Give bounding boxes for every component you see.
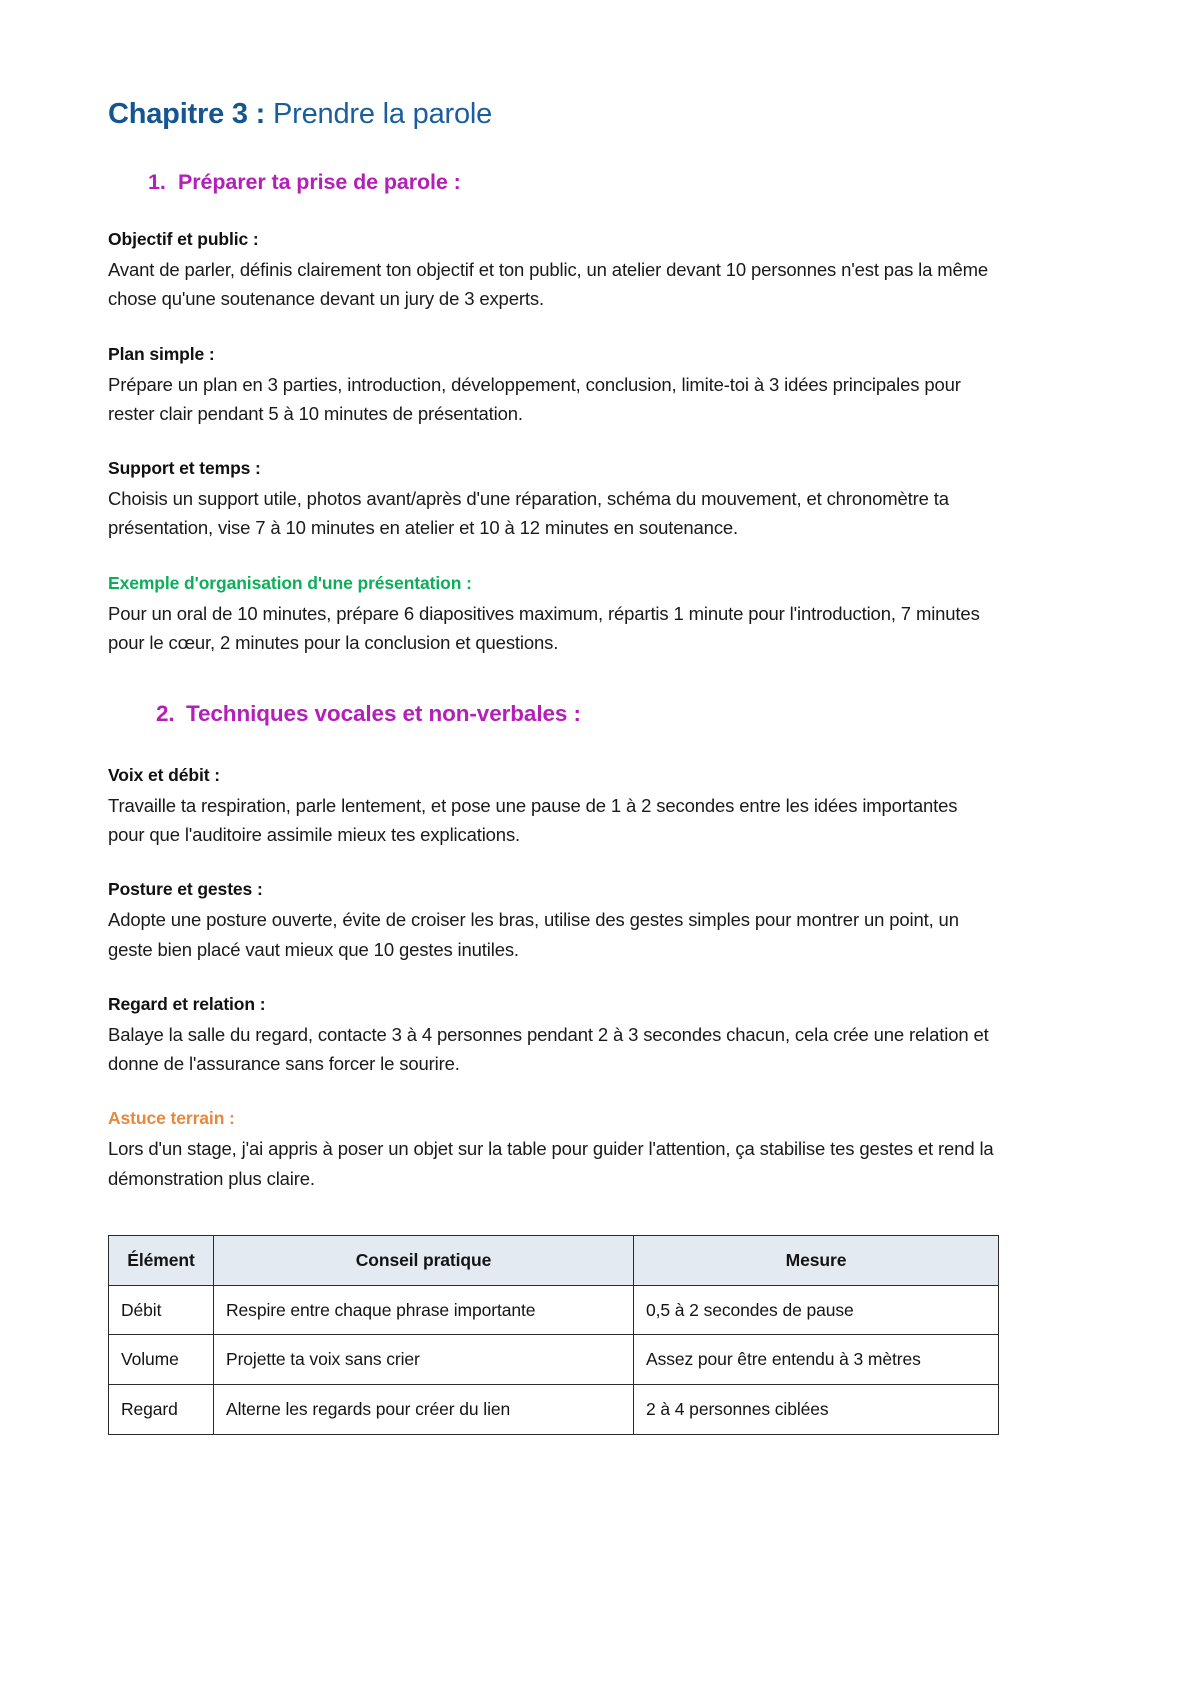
content-block-support-temps <box>108 458 1092 542</box>
section-number-2: 2. <box>156 701 175 726</box>
section-heading-2 <box>108 701 1092 727</box>
block-text-astuce-terrain: Lors d'un stage, j'ai appris à poser un objet sur la table pour guider l'attention, ça stabilise tes gestes et rend la démonstration plus claire. <box>108 1138 994 1189</box>
section-title-2: Techniques vocales et non-verbales : <box>186 701 581 726</box>
table-header-element: Élément <box>109 1235 214 1285</box>
summary-table-wrapper <box>108 1235 1092 1435</box>
table-header-row <box>109 1235 999 1285</box>
section-number-1: 1. <box>148 170 166 195</box>
content-block-plan-simple <box>108 344 1092 428</box>
content-block-regard-relation <box>108 994 1092 1078</box>
block-text-posture-gestes: Adopte une posture ouverte, évite de croiser les bras, utilise des gestes simples pour montrer un point, un geste bien placé vaut mieux que 10 gestes inutiles. <box>108 909 959 960</box>
table-row <box>109 1285 999 1335</box>
block-text-voix-debit: Travaille ta respiration, parle lentement, et pose une pause de 1 à 2 secondes entre les idées importantes pour que l'auditoire assimile mieux tes explications. <box>108 795 958 846</box>
block-text-plan-simple: Prépare un plan en 3 parties, introduction, développement, conclusion, limite-toi à 3 idées principales pour rester clair pendant 5 à 10 minutes de présentation. <box>108 373 961 424</box>
block-text-regard-relation: Balaye la salle du regard, contacte 3 à 4 personnes pendant 2 à 3 secondes chacun, cela crée une relation et donne de l'assurance sans forcer le sourire. <box>108 1023 989 1075</box>
table-cell-conseil: Alterne les regards pour créer du lien <box>214 1385 634 1435</box>
content-block-voix-debit <box>108 765 1092 849</box>
table-cell-conseil: Projette ta voix sans crier <box>214 1335 634 1385</box>
table-header-mesure: Mesure <box>634 1235 999 1285</box>
block-heading-voix-debit: Voix et débit : <box>108 765 220 785</box>
chapter-label: Chapitre 3 : <box>108 98 266 130</box>
chapter-title-text: Prendre la parole <box>273 98 493 130</box>
table-cell-element: Débit <box>109 1285 214 1335</box>
block-heading-exemple-organisation: Exemple d'organisation d'une présentation : <box>108 572 472 593</box>
block-heading-astuce-terrain: Astuce terrain : <box>108 1108 235 1129</box>
block-heading-objectif: Objectif et public : <box>108 229 259 250</box>
block-text-support-temps: Choisis un support utile, photos avant/après d'une réparation, schéma du mouvement, et chronomètre ta présentation, vise 7 à 10 minutes en atelier et 10 à 12 minutes en soutenance. <box>108 488 949 539</box>
table-cell-conseil: Respire entre chaque phrase importante <box>214 1285 634 1335</box>
block-heading-plan-simple: Plan simple : <box>108 343 215 364</box>
table-header-conseil: Conseil pratique <box>214 1235 634 1285</box>
table-row <box>109 1335 999 1385</box>
block-heading-support-temps: Support et temps : <box>108 458 261 479</box>
table-cell-element: Regard <box>109 1385 214 1435</box>
content-block-objectif <box>108 229 1092 313</box>
section-title-1: Préparer ta prise de parole : <box>178 170 461 195</box>
block-heading-regard-relation: Regard et relation : <box>108 993 266 1014</box>
block-text-exemple-organisation: Pour un oral de 10 minutes, prépare 6 diapositives maximum, répartis 1 minute pour l'introduction, 7 minutes pour le cœur, 2 minutes pour la conclusion et questions. <box>108 602 980 653</box>
table-cell-mesure: Assez pour être entendu à 3 mètres <box>634 1335 999 1385</box>
table-cell-mesure: 2 à 4 personnes ciblées <box>634 1385 999 1435</box>
block-heading-posture-gestes: Posture et gestes : <box>108 879 263 900</box>
content-block-posture-gestes <box>108 879 1092 963</box>
content-block-exemple-organisation <box>108 573 1092 657</box>
table-cell-element: Volume <box>109 1335 214 1385</box>
content-block-astuce-terrain <box>108 1108 1092 1192</box>
block-text-objectif: Avant de parler, définis clairement ton objectif et ton public, un atelier devant 10 personnes n'est pas la même chose qu'une soutenance devant un jury de 3 experts. <box>108 259 989 310</box>
table-cell-mesure: 0,5 à 2 secondes de pause <box>634 1285 999 1335</box>
section-heading-1 <box>108 170 1092 195</box>
table-row <box>109 1385 999 1435</box>
page-title <box>108 96 1092 132</box>
summary-table <box>108 1235 999 1435</box>
